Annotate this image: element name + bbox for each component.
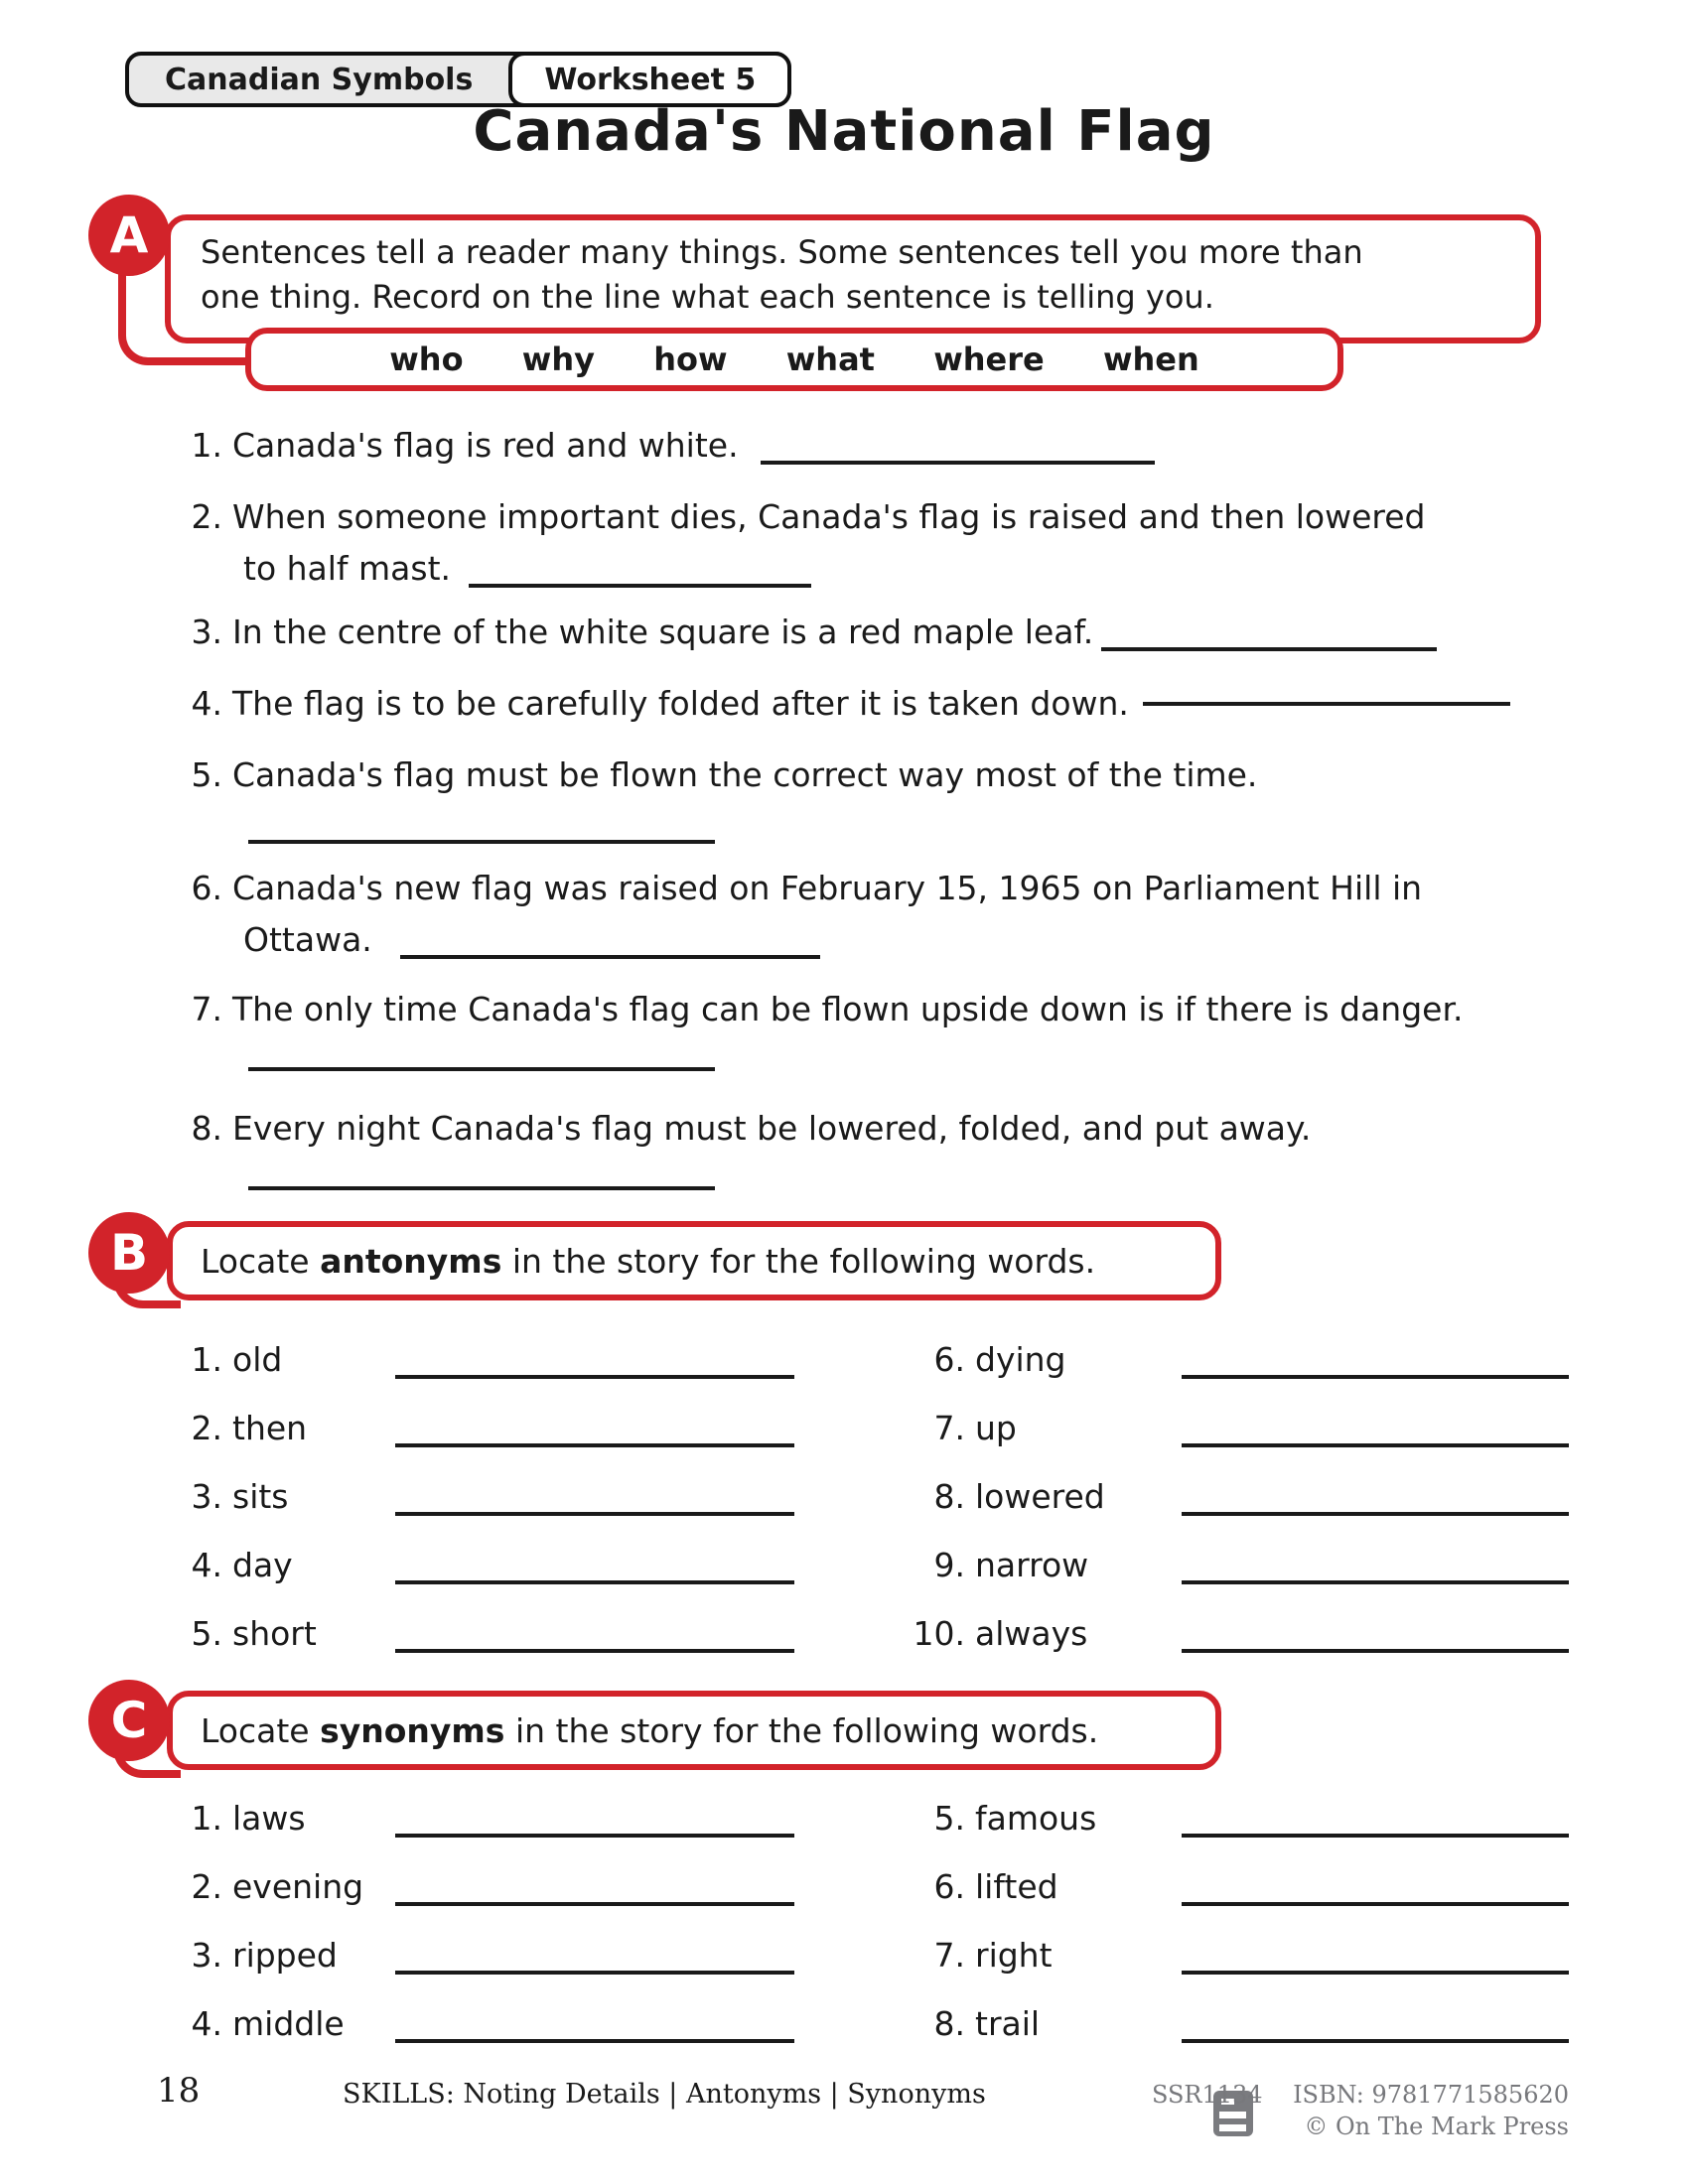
question-row — [131, 608, 1437, 651]
question-number: 5. — [191, 755, 222, 794]
question-row-continued — [243, 544, 811, 588]
series-tab: Canadian Symbols — [165, 62, 474, 97]
item-number: 7. — [933, 1936, 965, 1975]
word-bank-item: when — [1102, 341, 1199, 378]
antonym-row — [131, 1404, 794, 1447]
item-number: 5. — [191, 1614, 222, 1653]
worksheet-tab: Worksheet 5 — [508, 52, 791, 107]
section-c-badge: C — [88, 1680, 170, 1761]
question-row — [131, 864, 1422, 907]
item-word: then — [232, 1409, 308, 1447]
skills-footer: SKILLS: Noting Details | Antonyms | Synonyms — [343, 2079, 986, 2110]
answer-line[interactable] — [248, 1067, 715, 1071]
question-row — [131, 421, 1155, 465]
word-bank-item: how — [653, 341, 728, 378]
answer-line[interactable] — [395, 1935, 794, 1975]
item-number: 10. — [913, 1614, 965, 1653]
section-a-badge: A — [88, 195, 170, 276]
section-c-instructions — [167, 1691, 1221, 1770]
item-word: dying — [975, 1340, 1066, 1379]
item-word: trail — [975, 2004, 1041, 2043]
instruction-keyword: synonyms — [320, 1710, 505, 1750]
question-number: 8. — [191, 1109, 222, 1148]
question-text: When someone important dies, Canada's flag is raised and then lowered — [232, 497, 1426, 536]
answer-line[interactable] — [248, 840, 715, 844]
item-number: 1. — [191, 1799, 222, 1838]
answer-line[interactable] — [395, 1476, 794, 1516]
word-bank — [245, 328, 1343, 391]
synonym-row — [866, 1999, 1569, 2043]
antonym-row — [131, 1609, 794, 1653]
synonym-row — [131, 1999, 794, 2043]
item-word: lifted — [975, 1867, 1058, 1906]
item-word: sits — [232, 1477, 289, 1516]
item-word: ripped — [232, 1936, 338, 1975]
section-b-instructions — [167, 1221, 1221, 1300]
question-text: Every night Canada's flag must be lowered, folded, and put away. — [232, 1109, 1312, 1148]
item-word: day — [232, 1546, 293, 1584]
item-word: right — [975, 1936, 1053, 1975]
answer-line[interactable] — [395, 1545, 794, 1584]
item-word: lowered — [975, 1477, 1105, 1516]
item-word: old — [232, 1340, 283, 1379]
question-text: Canada's flag is red and white. — [232, 426, 739, 465]
synonym-row — [131, 1862, 794, 1906]
question-row-continued — [243, 915, 820, 959]
item-number: 7. — [933, 1409, 965, 1447]
item-word: laws — [232, 1799, 306, 1838]
answer-line[interactable] — [1182, 1613, 1569, 1653]
synonym-row — [131, 1931, 794, 1975]
item-number: 9. — [933, 1546, 965, 1584]
page-number: 18 — [157, 2071, 201, 2111]
item-word: short — [232, 1614, 317, 1653]
question-number: 4. — [191, 684, 222, 723]
instruction-text: in the story for the following words. — [501, 1241, 1096, 1281]
item-number: 5. — [933, 1799, 965, 1838]
synonym-row — [866, 1862, 1569, 1906]
antonym-row — [131, 1472, 794, 1516]
question-row — [131, 492, 1426, 536]
section-a-instructions-line1: Sentences tell a reader many things. Some sentences tell you more than — [201, 233, 1363, 271]
item-number: 3. — [191, 1477, 222, 1516]
instruction-text: in the story for the following words. — [504, 1710, 1099, 1750]
item-word: middle — [232, 2004, 345, 2043]
antonym-row — [866, 1472, 1569, 1516]
product-code: SSR1134 ISBN: 9781771585620 — [1151, 2081, 1569, 2109]
item-number: 2. — [191, 1867, 222, 1906]
antonym-row — [131, 1335, 794, 1379]
item-word: always — [975, 1614, 1088, 1653]
question-number: 1. — [191, 426, 222, 465]
answer-line[interactable] — [761, 425, 1155, 465]
answer-line[interactable] — [1182, 1408, 1569, 1447]
antonym-row — [131, 1541, 794, 1584]
question-text: The flag is to be carefully folded after it is taken down. — [232, 684, 1129, 723]
question-number: 7. — [191, 990, 222, 1028]
answer-line[interactable] — [395, 1408, 794, 1447]
question-number: 2. — [191, 497, 222, 536]
synonym-row — [131, 1794, 794, 1838]
synonym-row — [866, 1931, 1569, 1975]
antonym-row — [866, 1609, 1569, 1653]
antonym-row — [866, 1541, 1569, 1584]
instruction-text: Locate — [201, 1710, 321, 1750]
question-text: In the centre of the white square is a red maple leaf. — [232, 613, 1094, 651]
antonym-row — [866, 1404, 1569, 1447]
answer-line[interactable] — [395, 1866, 794, 1906]
question-text: to half mast. — [243, 549, 452, 588]
answer-line[interactable] — [1182, 1935, 1569, 1975]
question-text: Canada's flag must be flown the correct way most of the time. — [232, 755, 1258, 794]
question-row — [131, 985, 1463, 1028]
answer-line[interactable] — [1143, 702, 1510, 706]
question-row — [131, 1104, 1311, 1148]
answer-line[interactable] — [1182, 1339, 1569, 1379]
answer-line[interactable] — [395, 1613, 794, 1653]
copyright: © On The Mark Press — [1304, 2113, 1569, 2140]
item-number: 8. — [933, 2004, 965, 2043]
item-number: 8. — [933, 1477, 965, 1516]
page-title: Canada's National Flag — [473, 99, 1215, 164]
question-text: Ottawa. — [243, 920, 372, 959]
answer-line[interactable] — [1182, 1545, 1569, 1584]
item-word: narrow — [975, 1546, 1089, 1584]
item-word: evening — [232, 1867, 364, 1906]
answer-line[interactable] — [395, 2003, 794, 2043]
item-number: 2. — [191, 1409, 222, 1447]
answer-line[interactable] — [395, 1339, 794, 1379]
item-number: 1. — [191, 1340, 222, 1379]
antonym-row — [866, 1335, 1569, 1379]
answer-line[interactable] — [400, 919, 820, 959]
answer-line[interactable] — [1182, 1476, 1569, 1516]
word-bank-item: who — [389, 341, 464, 378]
answer-line[interactable] — [1182, 1798, 1569, 1838]
item-number: 4. — [191, 1546, 222, 1584]
item-number: 6. — [933, 1867, 965, 1906]
instruction-keyword: antonyms — [320, 1241, 502, 1281]
synonym-row — [866, 1794, 1569, 1838]
answer-line[interactable] — [1182, 2003, 1569, 2043]
section-b-badge: B — [88, 1212, 170, 1294]
question-row — [131, 679, 1510, 723]
answer-line[interactable] — [395, 1798, 794, 1838]
section-a-instructions — [165, 214, 1541, 343]
item-number: 4. — [191, 2004, 222, 2043]
item-word: famous — [975, 1799, 1097, 1838]
word-bank-item: where — [933, 341, 1045, 378]
item-word: up — [975, 1409, 1017, 1447]
section-a-instructions-line2: one thing. Record on the line what each sentence is telling you. — [201, 278, 1214, 317]
question-number: 3. — [191, 613, 222, 651]
question-text: Canada's new flag was raised on February 15, 1965 on Parliament Hill in — [232, 869, 1423, 907]
answer-line[interactable] — [1101, 612, 1437, 651]
word-bank-item: why — [521, 341, 595, 378]
answer-line[interactable] — [248, 1186, 715, 1190]
question-text: The only time Canada's flag can be flown upside down is if there is danger. — [232, 990, 1464, 1028]
question-row — [131, 751, 1257, 794]
item-number: 6. — [933, 1340, 965, 1379]
question-number: 6. — [191, 869, 222, 907]
instruction-text: Locate — [201, 1241, 321, 1281]
answer-line[interactable] — [469, 548, 811, 588]
word-bank-item: what — [785, 341, 875, 378]
answer-line[interactable] — [1182, 1866, 1569, 1906]
item-number: 3. — [191, 1936, 222, 1975]
